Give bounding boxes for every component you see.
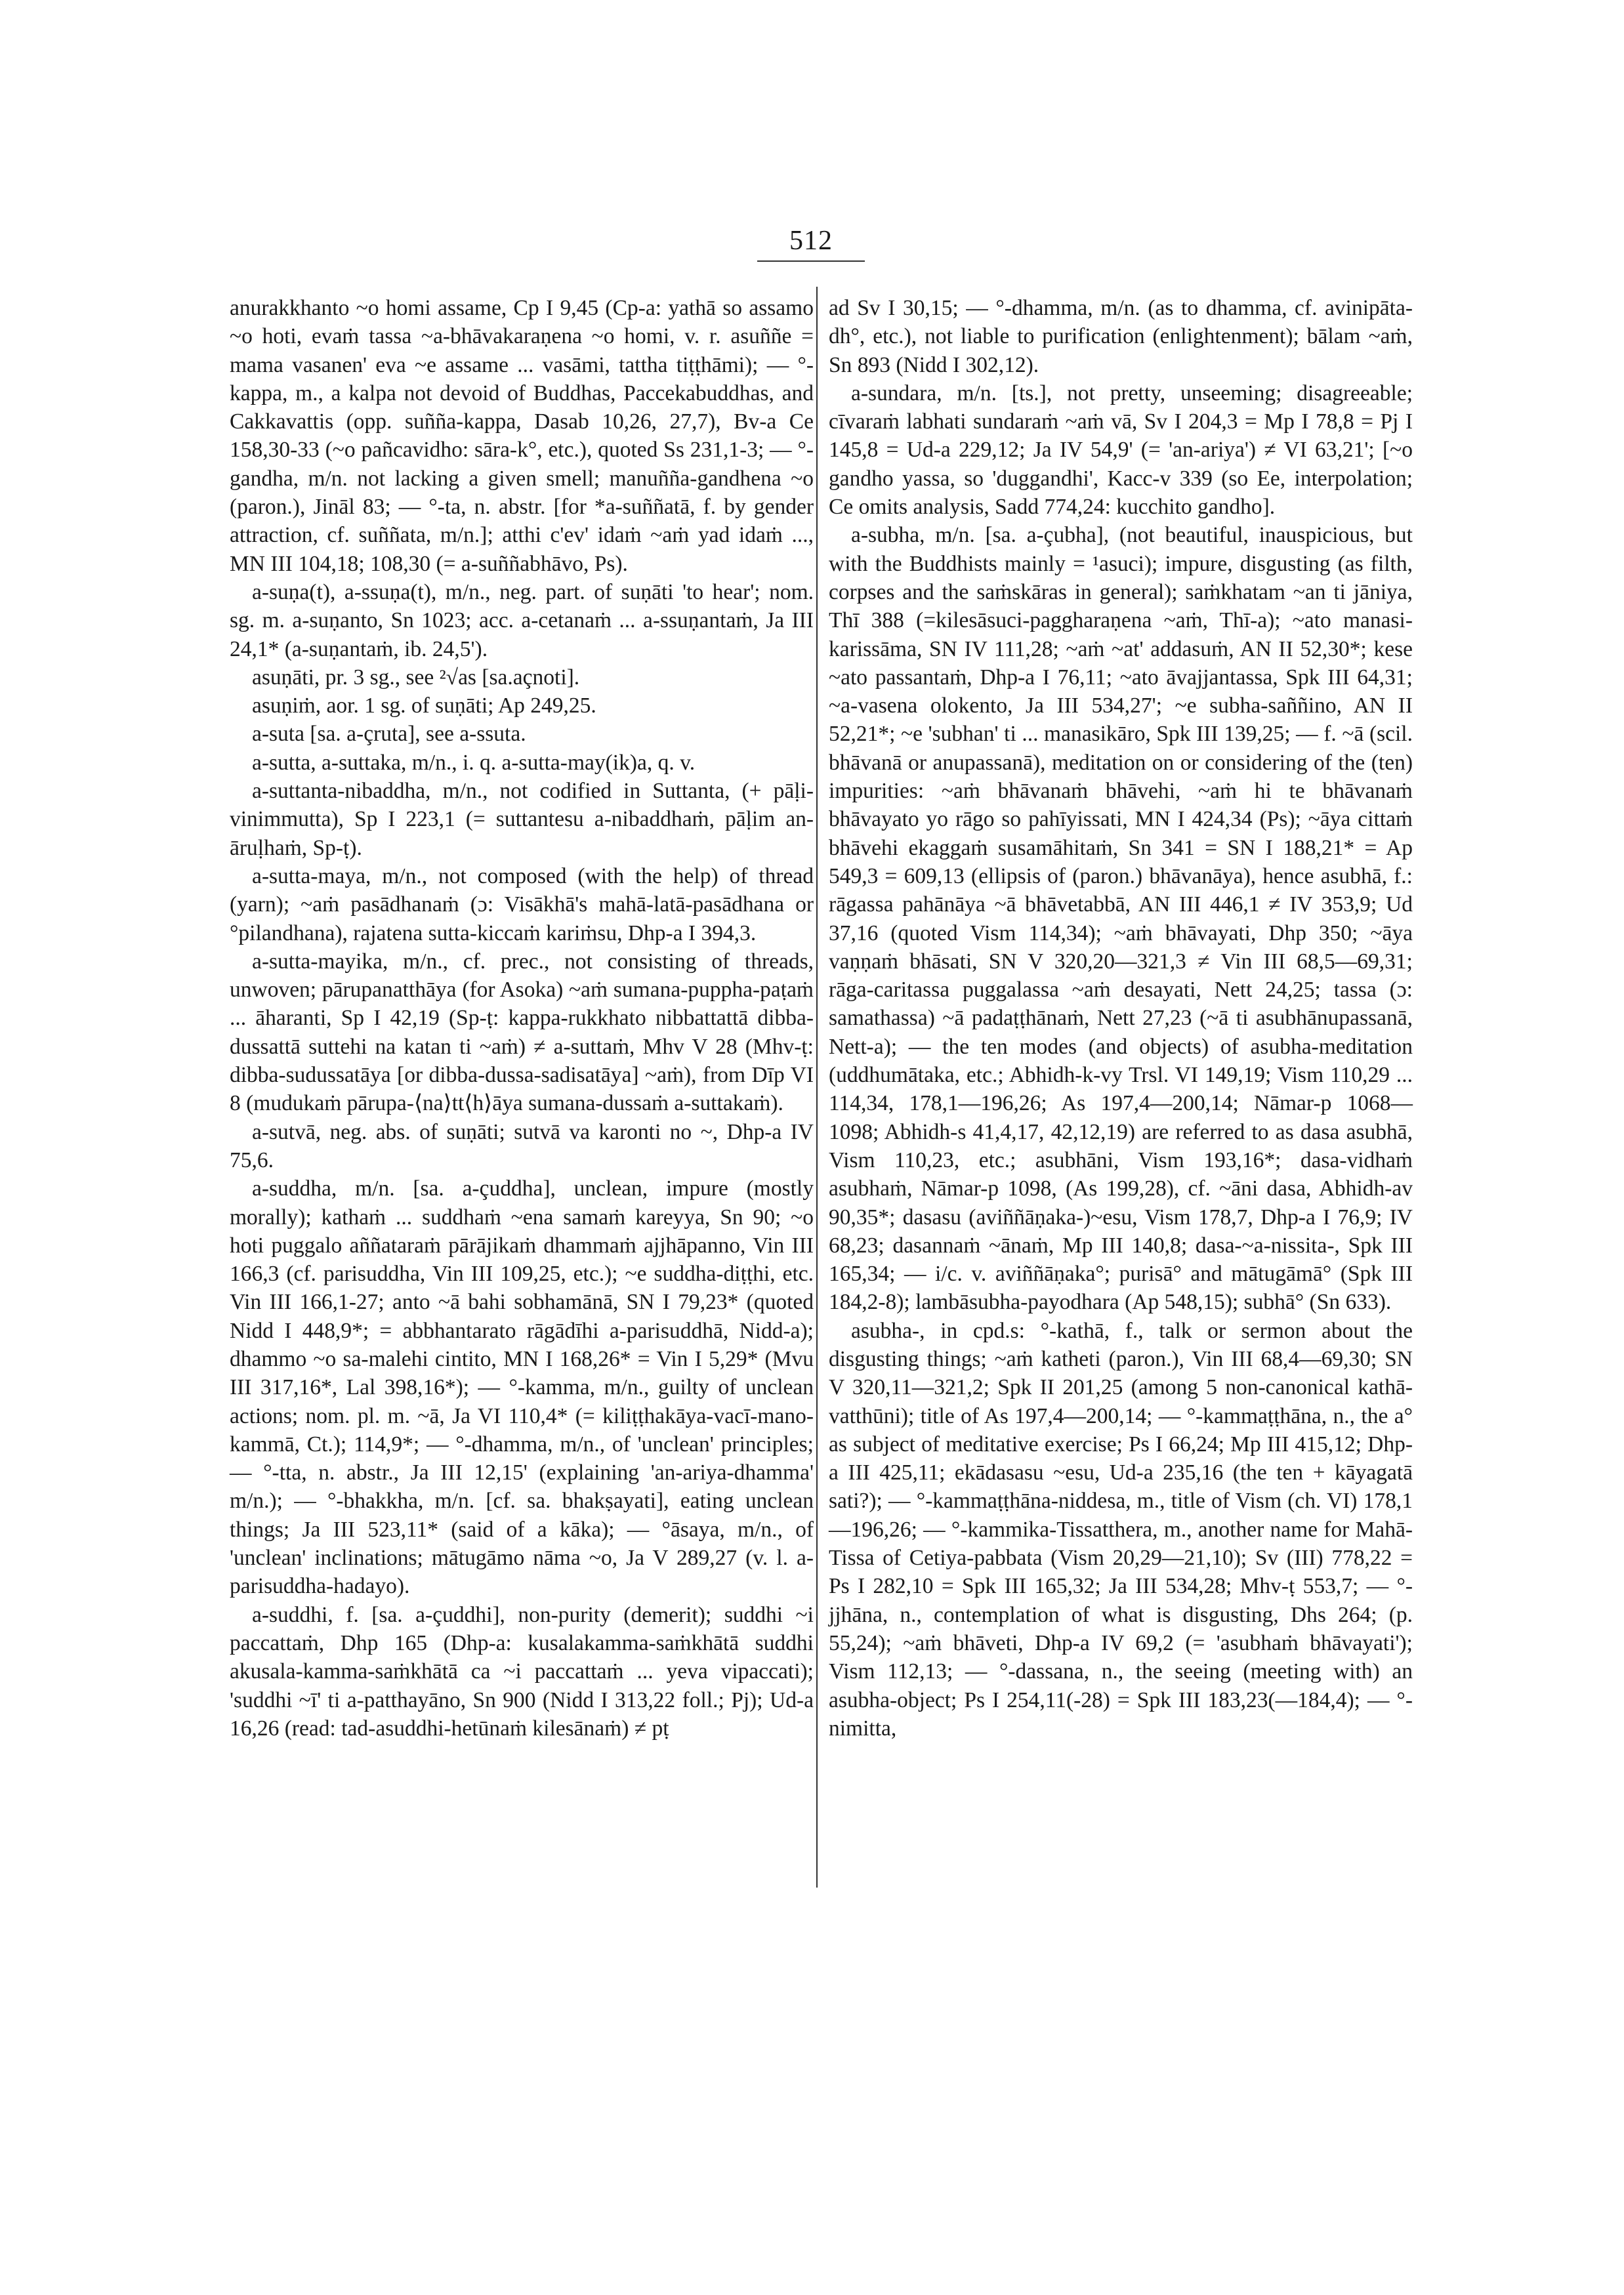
- dictionary-entry: a-sutta, a-suttaka, m/n., i. q. a-sutta-may(ik)a, q. v.: [252, 750, 696, 775]
- dictionary-entry: asubha-, in cpd.s: °-kathā, f., talk or sermon about the disgusting things; ~aṁ katheti (paron.), Vin III 68,4—69,30; SN V 320,11—321,2; Spk II 201,25 (among 5 non-canonical kathā-vatthūni); title of As 197,4—200,14; — °-kammaṭṭhāna, n., the a° as subject of meditative exercise; Ps I 66,24; Mp III 415,12; Dhp-a III 425,11; ekādasasu ~esu, Ud-a 235,16 (the ten + kāyagatā sati?); — °-kammaṭṭhāna-niddesa, m., title of Vism (ch. VI) 178,1—196,26; — °-kammika-Tissatthera, m., another name for Mahā-Tissa of Cetiya-pabbata (Vism 20,29—21,10); Sv (III) 778,22 = Ps I 282,10 = Spk III 165,32; Ja III 534,28; Mhv-ṭ 553,7; — °-jjhāna, n., contemplation of what is disgusting, Dhs 264; (p. 55,24); ~aṁ bhāveti, Dhp-a IV 69,2 (= 'asubhaṁ bhāvayati'); Vism 112,13; — °-dassana, n., the seeing (meeting with) an asubha-object; Ps I 254,11(-28) = Spk III 183,23(—184,4); — °-nimitta,: [829, 1318, 1413, 1741]
- dictionary-entry: a-sundara, m/n. [ts.], not pretty, unseeming; disagreeable; cīvaraṁ labhati sundaraṁ ~aṁ vā, Sv I 204,3 = Mp I 78,8 = Pj I 145,8 = Ud-a 229,12; Ja IV 54,9' (= 'an-ariya') ≠ VI 63,21'; [~o gandho yassa, so 'duggandhi', Kacc-v 339 (so Ee, interpolation; Ce omits analysis, Sadd 774,24: kucchito gandho].: [829, 381, 1413, 520]
- dictionary-entry: a-suddhi, f. [sa. a-çuddhi], non-purity (demerit); suddhi ~i paccattaṁ, Dhp 165 (Dhp-a: kusalakamma-saṁkhātā suddhi akusala-kamma-saṁkhātā ca ~i paccattaṁ ... yeva vipaccati); 'suddhi ~ī' ti a-patthayāno, Sn 900 (Nidd I 313,22 foll.; Pj); Ud-a 16,26 (read: tad-asuddhi-hetūnaṁ kilesānaṁ) ≠ pṭ: [230, 1602, 814, 1741]
- dictionary-entry: asuṇāti, pr. 3 sg., see ²√as [sa.açnoti].: [252, 665, 580, 690]
- dictionary-entry: a-suṇa(t), a-ssuṇa(t), m/n., neg. part. of suṇāti 'to hear'; nom. sg. m. a-suṇanto, Sn 1023; acc. a-cetanaṁ ... a-ssuṇantaṁ, Ja III 24,1* (a-suṇantaṁ, ib. 24,5').: [230, 579, 814, 661]
- right-column: [829, 294, 1413, 1743]
- left-column: [230, 294, 814, 1743]
- dictionary-entry: asuṇiṁ, aor. 1 sg. of suṇāti; Ap 249,25.: [252, 693, 596, 718]
- dictionary-entry: a-suddha, m/n. [sa. a-çuddha], unclean, impure (mostly morally); kathaṁ ... suddhaṁ ~ena samaṁ kareyya, Sn 90; ~o hoti puggalo aññataraṁ pārājikaṁ dhammaṁ ajjhāpanno, Vin III 166,3 (cf. parisuddha, Vin III 109,25, etc.); ~e suddha-diṭṭhi, etc. Vin III 166,1-27; anto ~ā bahi sobhamānā, SN I 79,23* (quoted Nidd I 448,9*; = abbhantarato rāgādīhi a-parisuddhā, Nidd-a); dhammo ~o sa-malehi cintito, MN I 168,26* = Vin I 5,29* (Mvu III 317,16*, Lal 398,16*); — °-kamma, m/n., guilty of unclean actions; nom. pl. m. ~ā, Ja VI 110,4* (= kiliṭṭhakāya-vacī-mano-kammā, Ct.); 114,9*; — °-dhamma, m/n., of 'unclean' principles; — °-tta, n. abstr., Ja III 12,15' (explaining 'an-ariya-dhamma' m/n.); — °-bhakkha, m/n. [cf. sa. bhakṣayati], eating unclean things; Ja III 523,11* (said of a kāka); — °āsaya, m/n., of 'unclean' inclinations; mātugāmo nāma ~o, Ja V 289,27 (v. l. a-parisuddha-hadayo).: [230, 1176, 814, 1599]
- dictionary-entry: a-suttanta-nibaddha, m/n., not codified in Suttanta, (+ pāḷi-vinimmutta), Sp I 223,1 (= suttantesu a-nibaddhaṁ, pāḷim an-āruḷhaṁ, Sp-ṭ).: [230, 779, 814, 860]
- dictionary-entry: a-subha, m/n. [sa. a-çubha], (not beautiful, inauspicious, but with the Buddhists mainly = ¹asuci); impure, disgusting (as filth, corpses and the saṁskāras in general); saṁkhatam ~an ti jāniya, Thī 388 (=kilesāsuci-paggharaṇena ~aṁ, Thī-a); ~ato manasi-karissāma, SN IV 111,28; ~aṁ ~at' addasuṁ, AN II 52,30*; kese ~ato passantaṁ, Dhp-a I 76,11; ~ato āvajjantassa, Spk III 64,31; ~a-vasena olokento, Ja III 534,27'; ~e subha-saññino, AN II 52,21*; ~e 'subhan' ti ... manasikāro, Spk III 139,25; — f. ~ā (scil. bhāvanā or anupassanā), meditation on or considering of the (ten) impurities: ~aṁ bhāvanaṁ bhāvehi, ~aṁ hi te bhāvanaṁ bhāvayato yo rāgo so pahīyissati, MN I 424,34 (Ps); ~āya cittaṁ bhāvehi ekaggaṁ susamāhitaṁ, Sn 341 = SN I 188,21* = Ap 549,3 = 609,13 (ellipsis of (paron.) bhāvanāya), hence asubhā, f.: rāgassa pahānāya ~ā bhāvetabbā, AN III 446,1 ≠ IV 353,9; Ud 37,16 (quoted Vism 114,34); ~aṁ bhāvayati, Dhp 350; ~āya vaṇṇaṁ bhāsati, SN V 320,20—321,3 ≠ Vin III 68,5—69,31; rāga-caritassa puggalassa ~aṁ desayati, Nett 24,25; tassa (ɔ: samathassa) ~ā padaṭṭhānaṁ, Nett 27,23 (~ā ti asubhānupassanā, Nett-a); — the ten modes (and objects) of asubha-meditation (uddhumātaka, etc.; Abhidh-k-vy Trsl. VI 149,19; Vism 110,29 ... 114,34, 178,1—196,26; As 197,4—200,14; Nāmar-p 1068—1098; Abhidh-s 41,4,17, 42,12,19) are referred to as dasa asubhā, Vism 110,23, etc.; asubhāni, Vism 193,16*; dasa-vidhaṁ asubhaṁ, Nāmar-p 1098, (As 199,28), cf. ~āni dasa, Abhidh-av 90,35*; dasasu (aviññāṇaka-)~esu, Vism 178,7, Dhp-a I 76,9; IV 68,23; dasannaṁ ~ānaṁ, Mp III 140,8; dasa-~a-nissita-, Spk III 165,34; — i/c. v. aviññāṇaka°; purisā° and mātugāmā° (Spk III 184,2-8); lambāsubha-payodhara (Ap 548,15); subhā° (Sn 633).: [829, 523, 1413, 1315]
- dictionary-entry: a-sutta-maya, m/n., not composed (with the help) of thread (yarn); ~aṁ pasādhanaṁ (ɔ: Visākhā's mahā-latā-pasādhana or °pilandhana), rajatena sutta-kiccaṁ kariṁsu, Dhp-a I 394,3.: [230, 863, 814, 945]
- page-number: 512: [789, 226, 833, 256]
- dictionary-entry: a-suta [sa. a-çruta], see a-ssuta.: [252, 722, 526, 747]
- dictionary-entry: anurakkhanto ~o homi assame, Cp I 9,45 (Cp-a: yathā so assamo ~o hoti, evaṁ tassa ~a-bhāvakaraṇena ~o homi, v. r. asuññe = mama vasanen' eva ~e assame ... vasāmi, tattha tiṭṭhāmi); — °-kappa, m., a kalpa not devoid of Buddhas, Paccekabuddhas, and Cakkavattis (opp. suñña-kappa, Dasab 10,26, 27,7), Bv-a Ce 158,30-33 (~o pañcavidho: sāra-k°, etc.), quoted Ss 231,1-3; — °-gandha, m/n. not lacking a given smell; manuñña-gandhena ~o (paron.), Jināl 83; — °-ta, n. abstr. [for *a-suññatā, f. by gender attraction, cf. suññata, m/n.]; atthi c'ev' idaṁ ~aṁ yad idaṁ ..., MN III 104,18; 108,30 (= a-suññabhāvo, Ps).: [230, 296, 814, 576]
- column-divider: [816, 287, 818, 1888]
- dictionary-entry: a-sutvā, neg. abs. of suṇāti; sutvā va karonti no ~, Dhp-a IV 75,6.: [230, 1119, 814, 1172]
- dictionary-entry: a-sutta-mayika, m/n., cf. prec., not consisting of threads, unwoven; pārupanatthāya (for Asoka) ~aṁ sumana-puppha-paṭaṁ ... āharanti, Sp I 42,19 (Sp-ṭ: kappa-rukkhato nibbattattā dibba-dussattā suttehi na katan ti ~aṁ) ≠ a-suttaṁ, Mhv V 28 (Mhv-ṭ: dibba-sudussatāya [or dibba-dussa-sadisatāya] ~aṁ), from Dīp VI 8 (mudukaṁ pārupa-⟨na⟩tt⟨h⟩āya sumana-dussaṁ a-suttakaṁ).: [230, 949, 814, 1116]
- page-number-rule: [757, 260, 865, 262]
- dictionary-entry: ad Sv I 30,15; — °-dhamma, m/n. (as to dhamma, cf. avinipāta-dh°, etc.), not liable to purification (enlightenment); bālam ~aṁ, Sn 893 (Nidd I 302,12).: [829, 296, 1413, 377]
